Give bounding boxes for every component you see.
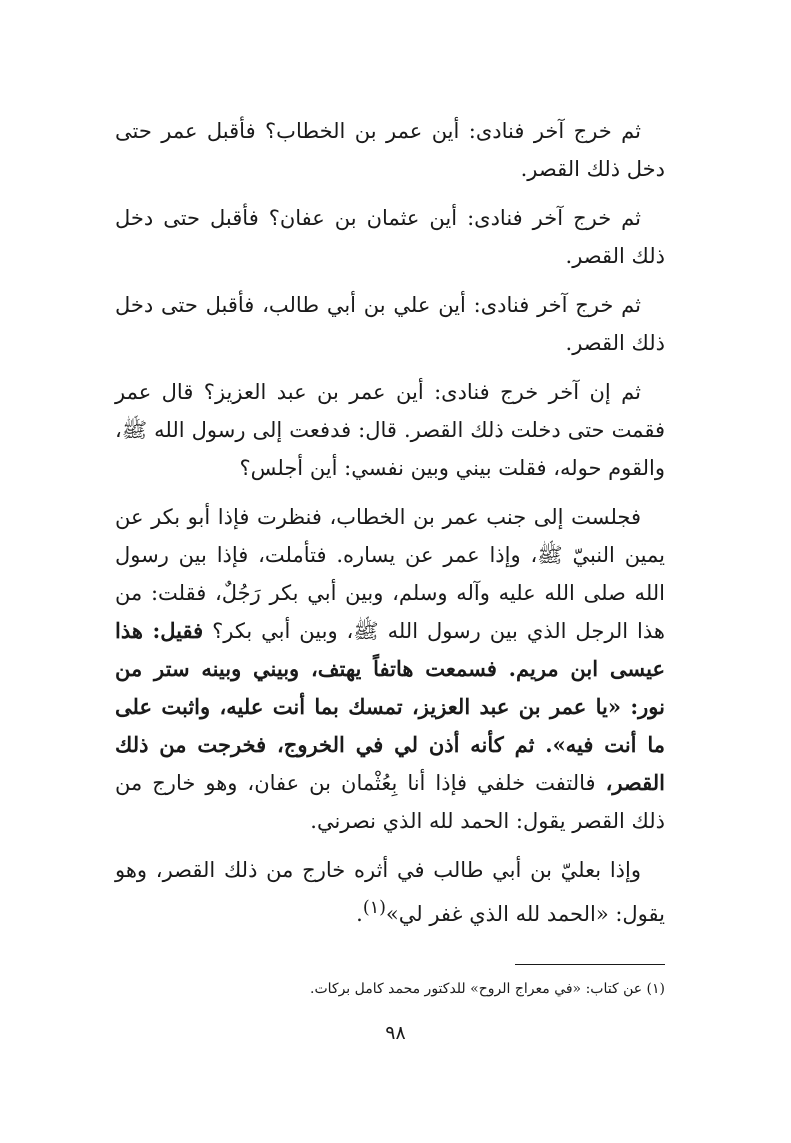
paragraph-text: فجلست إلى جنب عمر بن الخطاب، فنظرت فإذا أبو بكر عن يمين النبيّ ﷺ، وإذا عمر عن يساره. فتأملت، فإذا بين رسول الله صلى الله عليه وآله وسلم، وبين أبي بكر رَجُلٌ، فقلت: من هذا الرجل الذي بين رسول الله ﷺ، وبين أبي بكر؟ (115, 505, 665, 643)
paragraph-text: ثم خرج آخر فنادى: أين عثمان بن عفان؟ فأقبل حتى دخل ذلك القصر. (115, 206, 665, 268)
paragraph-ali-exit (115, 851, 665, 933)
paragraph-text: ثم إن آخر خرج فنادى: أين عمر بن عبد العزيز؟ قال عمر فقمت حتى دخلت ذلك القصر. قال: فدفعت إلى رسول الله ﷺ، والقوم حوله، فقلت بيني وبين نفسي: أين أجلس؟ (115, 380, 665, 480)
paragraph-bold-text: فقيل: هذا عيسى ابن مريم. فسمعت هاتفاً يهتف، وبيني وبينه ستر من نور: «يا عمر بن عبد العزيز، تمسك بما أنت عليه، واثبت على ما أنت فيه». ثم كأنه أذن لي في الخروج، فخرجت من ذلك القصر، (115, 618, 665, 795)
footnote-divider (515, 964, 665, 965)
body-text (115, 112, 665, 944)
paragraph-sitting (115, 498, 665, 840)
footnote-marker: (١) (362, 898, 386, 918)
paragraph-umar-abdulaziz (115, 373, 665, 487)
paragraph-text: ثم خرج آخر فنادى: أين عمر بن الخطاب؟ فأقبل عمر حتى دخل ذلك القصر. (115, 119, 665, 181)
paragraph-end: . (356, 902, 363, 926)
page-number: ٩٨ (385, 1022, 406, 1044)
paragraph-text: وإذا بعليّ بن أبي طالب في أثره خارج من ذلك القصر، وهو يقول: «الحمد لله الذي غفر لي» (115, 858, 665, 926)
paragraph-umar (115, 112, 665, 188)
paragraph-uthman (115, 199, 665, 275)
paragraph-text: فالتفت خلفي فإذا أنا بِعُثْمان بن عفان، وهو خارج من ذلك القصر يقول: الحمد لله الذي نصرني. (115, 771, 665, 833)
paragraph-ali (115, 286, 665, 362)
footnote: (١) عن كتاب: «في معراج الروح» للدكتور محمد كامل بركات. (310, 981, 665, 997)
paragraph-text: ثم خرج آخر فنادى: أين علي بن أبي طالب، فأقبل حتى دخل ذلك القصر. (115, 293, 665, 355)
